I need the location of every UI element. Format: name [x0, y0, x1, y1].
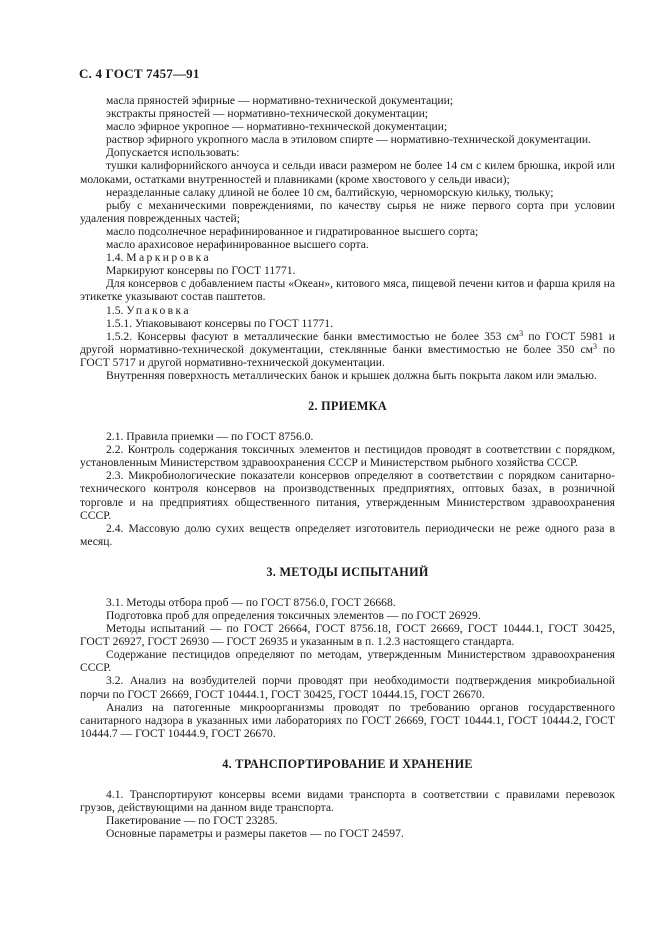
section-4-para-3: Основные параметры и размеры пакетов — по ГОСТ 24597.	[106, 827, 404, 841]
page-header: С. 4 ГОСТ 7457—91	[79, 66, 200, 81]
section-3-para-3: Методы испытаний — по ГОСТ 26664, ГОСТ 8756.18, ГОСТ 26669, ГОСТ 10444.1, ГОСТ 30425, ГОСТ 26927, ГОСТ 26930 — ГОСТ 26935 и указанным в п. 1.2.3 настоящего стандарта.	[80, 622, 615, 649]
section-1-4-title	[80, 251, 615, 264]
section-1-4-para-2: Для консервов с добавлением пасты «Океан», китового мяса, пищевой печени китов и фарша криля на этикетке указывают состав паштетов.	[80, 277, 615, 304]
allowed-item-4: масло подсолнечное нерафинированное и гидратированное высшего сорта;	[106, 224, 479, 238]
allowed-item-2: неразделанные салаку длиной не более 10 см, балтийскую, черноморскую кильку, тюльку;	[106, 185, 554, 199]
intro-item-2: экстракты пряностей — нормативно-технической документации;	[106, 107, 429, 121]
section-1-5-2-part-a: 1.5.2. Консервы фасуют в металлические банки вместимостью не более 353 см	[106, 329, 520, 343]
section-3-para-2: Подготовка проб для определения токсичных элементов — по ГОСТ 26929.	[106, 609, 481, 622]
section-2-para-1: 2.1. Правила приемки — по ГОСТ 8756.0.	[106, 430, 314, 444]
section-1-5-2-part-c: по ГОСТ 5717 и другой нормативно-технической документации.	[80, 342, 615, 369]
section-4-para-1: 4.1. Транспортируют консервы всеми видами транспорта в соответствии с правилами перевозок грузов, действующими на данном виде транспорта.	[80, 787, 615, 815]
section-3-para-1: 3.1. Методы отбора проб — по ГОСТ 8756.0, ГОСТ 26668.	[106, 595, 396, 609]
section-1-5-2-part-b: по ГОСТ 5981 и другой нормативно-технической документации, стеклянные банки вместимостью не более 350 см	[80, 329, 616, 356]
cm3-superscript: 3	[519, 328, 524, 338]
section-2-para-3: 2.3. Микробиологические показатели консервов определяют в соответствии с порядком санитарно-технического контроля консервов на производственных предприятиях, оптовых базах, в розничной торговле и на предприятиях общественного питания, утвержденным Министерством здравоохранения СССР.	[80, 469, 615, 522]
cm3-superscript: 3	[592, 341, 597, 351]
section-3-para-5: 3.2. Анализ на возбудителей порчи проводят при необходимости подтверждения микробиальной порчи по ГОСТ 26669, ГОСТ 10444.1, ГОСТ 30425, ГОСТ 10444.15, ГОСТ 26670.	[80, 674, 615, 701]
section-1-5-number: 1.5.	[106, 303, 124, 317]
allowed-item-1: тушки калифорнийского анчоуса и сельди иваси размером не более 14 см с килем брюшка, икрой или молоками, остатками внутренностей и плавниками (кроме хвостового у сельди иваси);	[80, 159, 615, 186]
section-1-5-1: 1.5.1. Упаковывают консервы по ГОСТ 11771.	[106, 316, 333, 330]
section-3-para-4: Содержание пестицидов определяют по методам, утвержденным Министерством здравоохранения СССР.	[80, 648, 615, 675]
section-4-para-2: Пакетирование — по ГОСТ 23285.	[106, 814, 278, 828]
allowed-item-5: масло арахисовое нерафинированное высшего сорта.	[106, 238, 369, 252]
section-3-heading: 3. МЕТОДЫ ИСПЫТАНИЙ	[266, 564, 429, 579]
section-1-4-para-1: Маркируют консервы по ГОСТ 11771.	[106, 264, 296, 278]
section-4-heading: 4. ТРАНСПОРТИРОВАНИЕ И ХРАНЕНИЕ	[222, 756, 473, 771]
section-1-5-name: Упаковка	[126, 303, 191, 317]
section-1-5-2-para-inner: Внутренняя поверхность металлических банок и крышек должна быть покрыта лаком или эмалью.	[106, 368, 597, 382]
section-1-5-title	[80, 304, 615, 317]
intro-item-4: раствор эфирного укропного масла в этиловом спирте — нормативно-технической документации.	[106, 133, 591, 147]
section-1-4-number: 1.4.	[106, 251, 124, 265]
section-2-para-2: 2.2. Контроль содержания токсичных элементов и пестицидов проводят в соответствии с порядком, установленным Министерством здравоохранения СССР и Министерством рыбного хозяйства СССР.	[80, 443, 615, 470]
section-2-heading: 2. ПРИЕМКА	[308, 399, 387, 414]
allowed-item-3: рыбу с механическими повреждениями, по качеству сырья не ниже первого сорта при условии удаления поврежденных частей;	[80, 198, 615, 225]
section-3-para-6: Анализ на патогенные микроорганизмы проводят по требованию органов государственного санитарного надзора в указанных ими лабораториях по ГОСТ 26669, ГОСТ 10444.1, ГОСТ 10444.2, ГОСТ 10444.7 — ГОСТ 10444.9, ГОСТ 26670.	[80, 700, 615, 740]
page-content	[80, 94, 615, 840]
section-1-5-2	[80, 330, 615, 369]
allowed-intro: Допускается использовать:	[106, 146, 240, 160]
intro-item-3: масло эфирное укропное — нормативно-технической документации;	[106, 120, 448, 134]
section-1-4-name: Маркировка	[126, 251, 212, 265]
intro-item-1: масла пряностей эфирные — нормативно-технической документации;	[106, 94, 454, 107]
section-2-para-4: 2.4. Массовую долю сухих веществ определяет изготовитель периодически не реже одного раза в месяц.	[80, 521, 615, 548]
